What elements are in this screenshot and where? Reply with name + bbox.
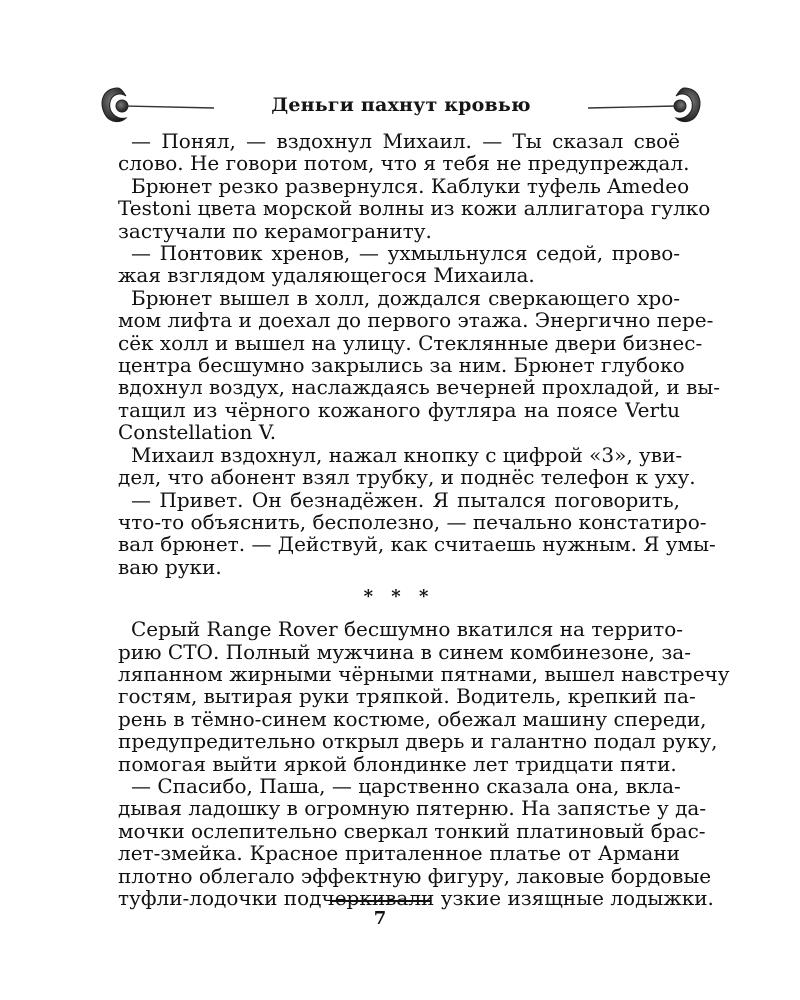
paragraph — [118, 442, 696, 490]
paragraph — [118, 129, 690, 176]
text-line: лет-змейка. Красное приталенное платье от Армани — [118, 841, 680, 866]
paragraph — [118, 617, 730, 776]
text-line: Серый Range Rover бесшумно вкатился на террито- — [131, 617, 684, 642]
paragraph — [118, 242, 680, 287]
text-line: предупредительно открыл дверь и галантно подал руку, — [118, 729, 718, 754]
text-line: плотно облегало эффектную фигуру, лаковые бордовые — [118, 863, 712, 888]
body-text — [118, 129, 730, 910]
scene-break: * * * — [363, 586, 435, 608]
text-line: ваю руки. — [118, 554, 222, 579]
text-line: дывая ладошку в огромную пятерню. На запястье у да- — [118, 796, 707, 821]
paragraph — [118, 487, 716, 579]
text-line: вдохнул воздух, наслаждаясь вечерней прохладой, и вы- — [118, 375, 721, 400]
text-line: мом лифта и доехал до первого этажа. Энергично пере- — [118, 308, 714, 333]
running-title: Деньги пахнут кровью — [271, 94, 531, 116]
page-footer — [330, 900, 430, 929]
text-line: Брюнет вышел в холл, дождался сверкающего хро- — [131, 285, 680, 310]
text-line: — Понтовик хренов, — ухмыльнулся седой, прово- — [131, 241, 680, 266]
text-line: помогая выйти яркой блондинке лет тридцати пяти. — [118, 751, 677, 776]
paragraph-group-b — [118, 617, 730, 910]
text-line: Михаил вздохнул, нажал кнопку с цифрой «3», уви- — [131, 442, 683, 467]
text-line: жая взглядом удаляющегося Михаила. — [118, 263, 535, 288]
text-line: центра бесшумно закрылись за ним. Брюнет глубоко — [118, 353, 685, 378]
footer-rule — [330, 900, 430, 902]
running-header — [96, 80, 706, 130]
text-line: мочки ослепительно сверкал тонкий платиновый брас- — [118, 818, 706, 843]
text-line: Testoni цвета морской волны из кожи аллигатора гулко — [118, 196, 711, 221]
text-line: — Спасибо, Паша, — царственно сказала она, вкла- — [131, 773, 681, 798]
paragraph — [118, 173, 711, 243]
text-line: Constellation V. — [118, 420, 277, 445]
text-line: — Привет. Он безнадёжен. Я пытался поговорить, — [131, 487, 680, 512]
text-line: сёк холл и вышел на улицу. Стеклянные двери бизнес- — [118, 330, 703, 355]
text-line: слово. Не говори потом, что я тебя не предупреждал. — [118, 151, 690, 176]
page-number: 7 — [373, 908, 387, 929]
text-line: туфли-лодочки подчеркивали узкие изящные лодыжки. — [118, 886, 714, 910]
text-line: что-то объяснить, бесполезно, — печально констатиро- — [118, 509, 707, 534]
text-line: Брюнет резко развернулся. Каблуки туфель Amedeo — [131, 173, 690, 198]
text-line: застучали по керамограниту. — [118, 218, 432, 243]
text-line: тащил из чёрного кожаного футляра на поясе Vertu — [118, 397, 680, 422]
paragraph-group-a — [118, 129, 721, 579]
text-line: дел, что абонент взял трубку, и поднёс телефон к уху. — [118, 465, 696, 490]
paragraph — [118, 773, 714, 910]
text-line: вал брюнет. — Действуй, как считаешь нужным. Я умы- — [118, 532, 716, 557]
text-line: рень в тёмно-синем костюме, обежал машину спереди, — [118, 706, 707, 731]
paragraph — [118, 285, 721, 445]
text-line: рию СТО. Полный мужчина в синем комбинезоне, за- — [118, 639, 691, 664]
text-line: — Понял, — вздохнул Михаил. — Ты сказал своё — [131, 129, 680, 153]
text-line: ляпанном жирными чёрными пятнами, вышел навстречу — [118, 661, 730, 686]
text-line: гостям, вытирая руки тряпкой. Водитель, крепкий па- — [118, 684, 696, 709]
